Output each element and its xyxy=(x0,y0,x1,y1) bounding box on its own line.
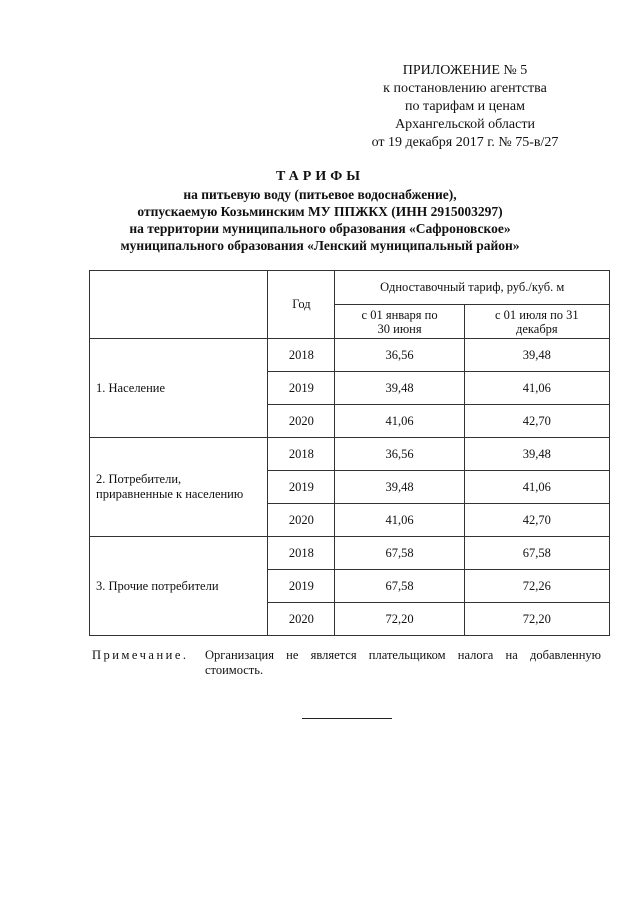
table-row xyxy=(90,438,610,471)
table-row xyxy=(90,537,610,570)
table-row xyxy=(90,339,610,372)
note-text: Организация не является плательщиком налога на добавленную стоимость. xyxy=(205,648,601,677)
year-cell: 2020 xyxy=(268,504,335,537)
tariff-h1-cell: 41,06 xyxy=(335,504,464,537)
year-cell: 2020 xyxy=(268,603,335,636)
appendix-header xyxy=(360,62,570,152)
year-cell: 2019 xyxy=(268,471,335,504)
tariff-h2-cell: 39,48 xyxy=(464,438,609,471)
period-1-text: с 01 января по 30 июня xyxy=(361,307,438,336)
year-cell: 2018 xyxy=(268,438,335,471)
tariff-h1-cell: 72,20 xyxy=(335,603,464,636)
tariff-h1-cell: 36,56 xyxy=(335,438,464,471)
tariff-h2-cell: 42,70 xyxy=(464,405,609,438)
title-line: на питьевую воду (питьевое водоснабжение), xyxy=(183,187,457,202)
tariff-h1-cell: 39,48 xyxy=(335,471,464,504)
appendix-date: от 19 декабря 2017 г. № 75-в/27 xyxy=(371,135,559,150)
header-year: Год xyxy=(268,271,335,339)
header-tariff: Одноставочный тариф, руб./куб. м xyxy=(335,271,610,305)
title-line: муниципального образования «Ленский муниципальный район» xyxy=(120,238,520,253)
category-cell: 3. Прочие потребители xyxy=(90,537,268,636)
title-line: отпускаемую Козьминским МУ ППЖКХ (ИНН 2915003297) xyxy=(137,204,503,219)
tariff-h2-cell: 42,70 xyxy=(464,504,609,537)
category-cell: 1. Население xyxy=(90,339,268,438)
tariff-h2-cell: 41,06 xyxy=(464,372,609,405)
appendix-number: ПРИЛОЖЕНИЕ № 5 xyxy=(402,63,528,78)
header-period-1 xyxy=(335,305,464,339)
tariff-h1-cell: 39,48 xyxy=(335,372,464,405)
tariff-table xyxy=(89,270,610,636)
header-category xyxy=(90,271,268,339)
tariff-h1-cell: 41,06 xyxy=(335,405,464,438)
tariff-h1-cell: 67,58 xyxy=(335,537,464,570)
tariff-h2-cell: 67,58 xyxy=(464,537,609,570)
tariff-h2-cell: 72,26 xyxy=(464,570,609,603)
year-cell: 2018 xyxy=(268,339,335,372)
title-heading: ТАРИФЫ xyxy=(276,169,364,184)
tariff-h1-cell: 36,56 xyxy=(335,339,464,372)
separator-line xyxy=(302,718,392,719)
appendix-line: Архангельской области xyxy=(395,117,535,132)
appendix-line: к постановлению агентства xyxy=(383,81,547,96)
category-text: 2. Потребители, приравненные к населению xyxy=(96,472,244,501)
title-line: на территории муниципального образования «Сафроновское» xyxy=(129,221,511,236)
tariff-h1-cell: 67,58 xyxy=(335,570,464,603)
period-2-text: с 01 июля по 31 декабря xyxy=(494,307,579,336)
category-cell xyxy=(90,438,268,537)
year-cell: 2019 xyxy=(268,372,335,405)
year-cell: 2019 xyxy=(268,570,335,603)
year-cell: 2018 xyxy=(268,537,335,570)
document-title xyxy=(60,168,580,254)
tariff-h2-cell: 72,20 xyxy=(464,603,609,636)
tariff-h2-cell: 39,48 xyxy=(464,339,609,372)
header-period-2 xyxy=(464,305,609,339)
year-cell: 2020 xyxy=(268,405,335,438)
appendix-line: по тарифам и ценам xyxy=(405,99,525,114)
tariff-h2-cell: 41,06 xyxy=(464,471,609,504)
note-label: Примечание. xyxy=(92,648,189,662)
